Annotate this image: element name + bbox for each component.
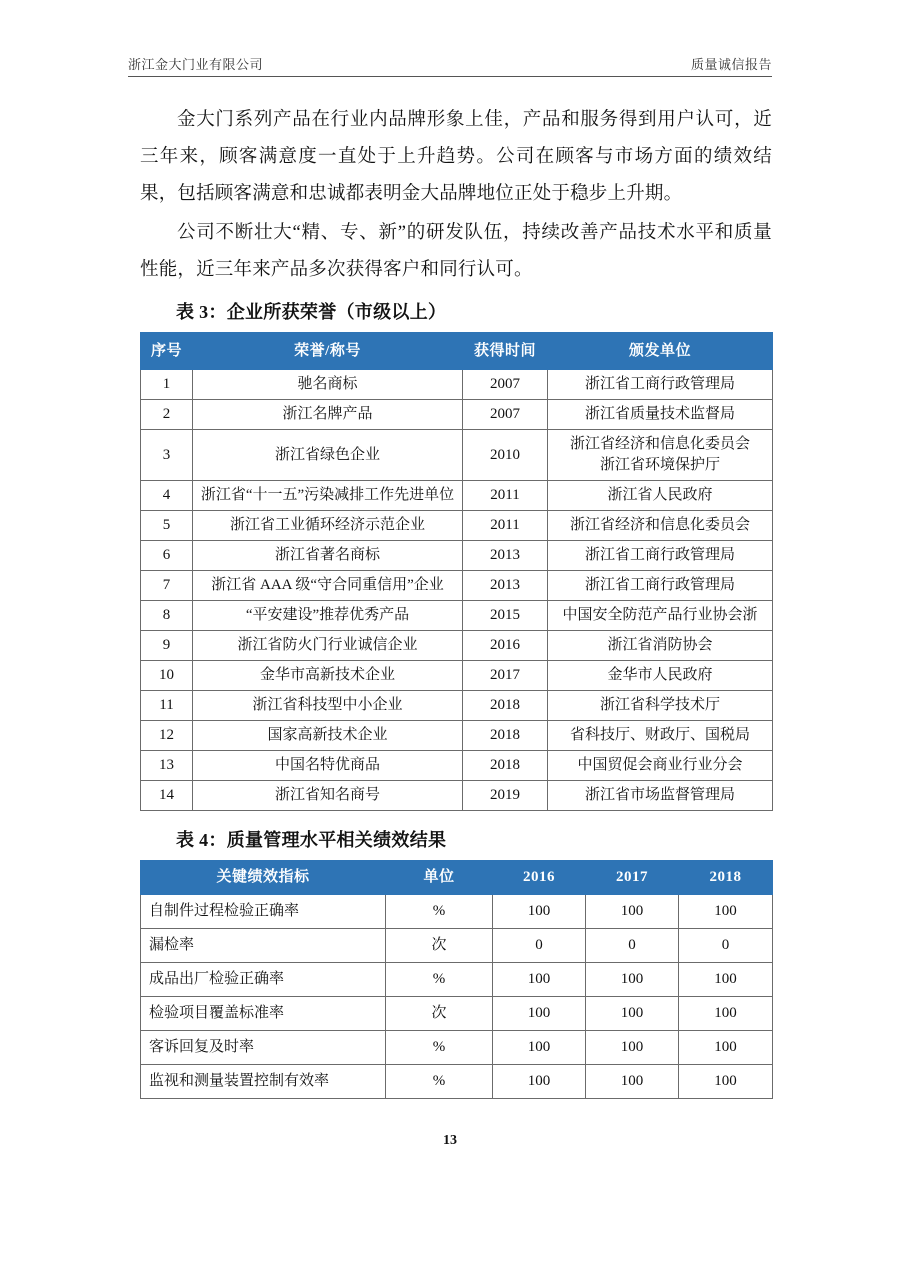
cell-2016: 0 <box>493 929 586 963</box>
cell-year: 2013 <box>463 541 548 571</box>
cell-2018: 0 <box>679 929 773 963</box>
cell-year: 2018 <box>463 751 548 781</box>
cell-year: 2016 <box>463 631 548 661</box>
table-row <box>141 481 773 511</box>
table-row <box>141 511 773 541</box>
cell-honor-name: 浙江省科技型中小企业 <box>193 691 463 721</box>
cell-2016: 100 <box>493 1031 586 1065</box>
table3-caption: 表 3：企业所获荣誉（市级以上） <box>176 302 447 322</box>
cell-year: 2017 <box>463 661 548 691</box>
cell-issuer: 金华市人民政府 <box>548 661 773 691</box>
cell-kpi-name: 自制件过程检验正确率 <box>141 895 386 929</box>
table-row <box>141 430 773 481</box>
cell-issuer: 浙江省工商行政管理局 <box>548 571 773 601</box>
cell-year: 2013 <box>463 571 548 601</box>
cell-year: 2019 <box>463 781 548 811</box>
cell-honor-name: 浙江省防火门行业诚信企业 <box>193 631 463 661</box>
table-row <box>141 781 773 811</box>
cell-2018: 100 <box>679 895 773 929</box>
cell-kpi-name: 漏检率 <box>141 929 386 963</box>
cell-2017: 100 <box>586 997 679 1031</box>
cell-honor-name: 浙江省知名商号 <box>193 781 463 811</box>
header-report-title: 质量诚信报告 <box>690 57 772 72</box>
cell-no: 5 <box>141 511 193 541</box>
cell-no: 3 <box>141 430 193 481</box>
table-honors-body <box>141 370 773 811</box>
cell-kpi-name: 监视和测量装置控制有效率 <box>141 1065 386 1099</box>
cell-issuer: 浙江省市场监督管理局 <box>548 781 773 811</box>
header-company-name: 浙江金大门业有限公司 <box>128 57 264 72</box>
col-header-year: 获得时间 <box>463 333 548 370</box>
cell-no: 6 <box>141 541 193 571</box>
cell-no: 13 <box>141 751 193 781</box>
cell-issuer: 中国贸促会商业行业分会 <box>548 751 773 781</box>
table-row <box>141 691 773 721</box>
cell-honor-name: 浙江省绿色企业 <box>193 430 463 481</box>
cell-no: 14 <box>141 781 193 811</box>
cell-no: 2 <box>141 400 193 430</box>
col-header-kpi: 关键绩效指标 <box>141 861 386 895</box>
cell-honor-name: 浙江省著名商标 <box>193 541 463 571</box>
cell-unit: % <box>386 1031 493 1065</box>
cell-honor-name: 国家高新技术企业 <box>193 721 463 751</box>
cell-honor-name: 中国名特优商品 <box>193 751 463 781</box>
cell-no: 12 <box>141 721 193 751</box>
table-row <box>141 721 773 751</box>
table-row <box>141 601 773 631</box>
table-kpi <box>140 860 773 1099</box>
col-header-2016: 2016 <box>493 861 586 895</box>
table-row <box>141 400 773 430</box>
table-row <box>141 929 773 963</box>
table-kpi-body <box>141 895 773 1099</box>
cell-unit: 次 <box>386 997 493 1031</box>
cell-2016: 100 <box>493 997 586 1031</box>
table-row <box>141 1031 773 1065</box>
cell-2017: 100 <box>586 1031 679 1065</box>
cell-issuer: 浙江省工商行政管理局 <box>548 370 773 400</box>
cell-kpi-name: 检验项目覆盖标准率 <box>141 997 386 1031</box>
table-row <box>141 963 773 997</box>
cell-honor-name: 浙江省“十一五”污染减排工作先进单位 <box>193 481 463 511</box>
col-header-issuer: 颁发单位 <box>548 333 773 370</box>
cell-2018: 100 <box>679 963 773 997</box>
cell-year: 2018 <box>463 691 548 721</box>
cell-year: 2015 <box>463 601 548 631</box>
cell-kpi-name: 客诉回复及时率 <box>141 1031 386 1065</box>
cell-no: 4 <box>141 481 193 511</box>
table-row <box>141 1065 773 1099</box>
cell-no: 9 <box>141 631 193 661</box>
col-header-unit: 单位 <box>386 861 493 895</box>
cell-year: 2011 <box>463 481 548 511</box>
cell-no: 7 <box>141 571 193 601</box>
cell-year: 2010 <box>463 430 548 481</box>
cell-2017: 100 <box>586 895 679 929</box>
cell-unit: % <box>386 963 493 997</box>
table-row <box>141 997 773 1031</box>
cell-honor-name: 驰名商标 <box>193 370 463 400</box>
table-row <box>141 661 773 691</box>
cell-no: 11 <box>141 691 193 721</box>
cell-2017: 100 <box>586 1065 679 1099</box>
cell-unit: 次 <box>386 929 493 963</box>
table-honors <box>140 332 773 811</box>
cell-issuer: 浙江省人民政府 <box>548 481 773 511</box>
document-body <box>140 102 772 1099</box>
col-header-honor: 荣誉/称号 <box>193 333 463 370</box>
cell-2016: 100 <box>493 1065 586 1099</box>
cell-issuer: 浙江省经济和信息化委员会 浙江省环境保护厅 <box>548 430 773 481</box>
table-row <box>141 541 773 571</box>
table-kpi-header-row <box>141 861 773 895</box>
cell-2016: 100 <box>493 895 586 929</box>
cell-no: 1 <box>141 370 193 400</box>
paragraph-2: 公司不断壮大“精、专、新”的研发队伍，持续改善产品技术水平和质量性能，近三年来产品多次获得客户和同行认可。 <box>140 223 772 280</box>
cell-honor-name: 浙江省 AAA 级“守合同重信用”企业 <box>193 571 463 601</box>
table-row <box>141 751 773 781</box>
table-row <box>141 631 773 661</box>
table-row <box>141 370 773 400</box>
cell-honor-name: “平安建设”推荐优秀产品 <box>193 601 463 631</box>
cell-kpi-name: 成品出厂检验正确率 <box>141 963 386 997</box>
col-header-no: 序号 <box>141 333 193 370</box>
cell-issuer: 浙江省经济和信息化委员会 <box>548 511 773 541</box>
cell-year: 2018 <box>463 721 548 751</box>
col-header-2018: 2018 <box>679 861 773 895</box>
cell-honor-name: 金华市高新技术企业 <box>193 661 463 691</box>
cell-issuer: 浙江省工商行政管理局 <box>548 541 773 571</box>
cell-no: 10 <box>141 661 193 691</box>
table-row <box>141 895 773 929</box>
cell-2018: 100 <box>679 997 773 1031</box>
cell-issuer: 浙江省消防协会 <box>548 631 773 661</box>
cell-honor-name: 浙江名牌产品 <box>193 400 463 430</box>
table4-caption: 表 4：质量管理水平相关绩效结果 <box>176 830 447 850</box>
cell-no: 8 <box>141 601 193 631</box>
paragraph-1: 金大门系列产品在行业内品牌形象上佳，产品和服务得到用户认可，近三年来，顾客满意度一直处于上升趋势。公司在顾客与市场方面的绩效结果，包括顾客满意和忠诚都表明金大品牌地位正处于稳步上升期。 <box>140 110 772 204</box>
cell-issuer: 中国安全防范产品行业协会浙 <box>548 601 773 631</box>
col-header-2017: 2017 <box>586 861 679 895</box>
cell-2017: 0 <box>586 929 679 963</box>
cell-year: 2011 <box>463 511 548 541</box>
cell-2016: 100 <box>493 963 586 997</box>
cell-unit: % <box>386 1065 493 1099</box>
cell-2018: 100 <box>679 1031 773 1065</box>
cell-2018: 100 <box>679 1065 773 1099</box>
cell-issuer: 浙江省科学技术厅 <box>548 691 773 721</box>
cell-2017: 100 <box>586 963 679 997</box>
cell-honor-name: 浙江省工业循环经济示范企业 <box>193 511 463 541</box>
cell-issuer: 浙江省质量技术监督局 <box>548 400 773 430</box>
cell-year: 2007 <box>463 400 548 430</box>
page-number: 13 <box>443 1133 457 1148</box>
table-honors-header-row <box>141 333 773 370</box>
cell-issuer: 省科技厅、财政厅、国税局 <box>548 721 773 751</box>
cell-year: 2007 <box>463 370 548 400</box>
cell-unit: % <box>386 895 493 929</box>
running-header <box>128 58 772 77</box>
table-row <box>141 571 773 601</box>
